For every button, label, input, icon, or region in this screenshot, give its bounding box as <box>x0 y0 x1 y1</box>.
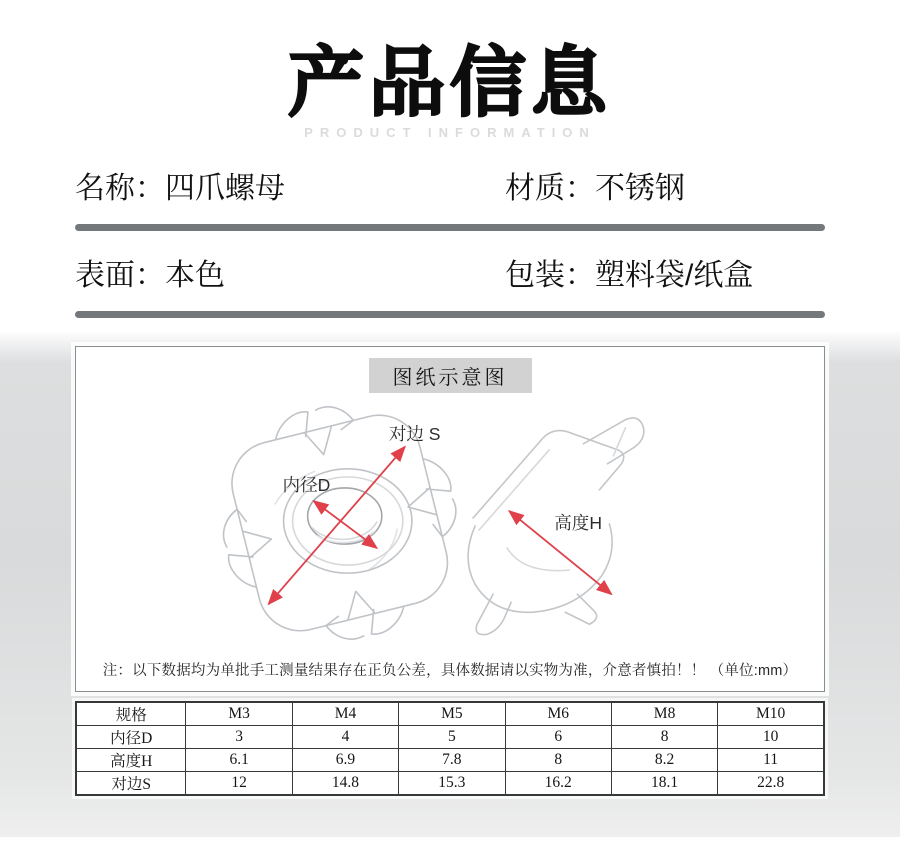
divider <box>75 224 825 231</box>
attribute-row-1 <box>75 172 825 206</box>
table-cell: 8 <box>611 725 717 748</box>
dimension-arrow-across-flats <box>269 446 405 603</box>
table-header-cell: M10 <box>718 702 824 726</box>
table-header-cell: M5 <box>399 702 505 726</box>
label-inner-diameter: 内径D <box>282 474 331 495</box>
nut-diagram <box>76 393 824 659</box>
page-title: 产品信息 <box>288 41 612 126</box>
divider <box>75 311 825 318</box>
label-height: 高度H <box>554 512 603 533</box>
table-cell: 5 <box>399 725 505 748</box>
table-cell: 18.1 <box>611 771 717 795</box>
attribute-label: 包装： <box>505 258 595 292</box>
table-row-inner-diameter <box>76 725 824 748</box>
page-subtitle: PRODUCT INFORMATION <box>304 124 596 140</box>
attribute-packaging <box>505 259 825 293</box>
attribute-row-2 <box>75 259 825 293</box>
table-row-label: 高度H <box>76 748 186 771</box>
table-cell: 8 <box>505 748 611 771</box>
diagram-and-specs <box>0 332 900 837</box>
table-row-label: 对边S <box>76 771 186 795</box>
table-cell: 3 <box>186 725 292 748</box>
table-cell: 16.2 <box>505 771 611 795</box>
attribute-label: 材质： <box>505 171 595 205</box>
table-cell: 22.8 <box>718 771 824 795</box>
table-cell: 4 <box>292 725 398 748</box>
table-cell: 6.1 <box>186 748 292 771</box>
measurement-note: 注：以下数据均为单批手工测量结果存在正负公差，具体数据请以实物为准，介意者慎拍！！ （单位:mm） <box>102 662 798 679</box>
header <box>0 0 900 140</box>
table-row-label: 内径D <box>76 725 186 748</box>
table-row-across-flats <box>76 771 824 795</box>
product-attributes <box>0 172 900 318</box>
table-cell: 6.9 <box>292 748 398 771</box>
table-header-row <box>76 702 824 726</box>
diagram-title-badge: 图纸示意图 <box>369 358 532 393</box>
diagram-panel <box>75 346 825 692</box>
table-header-cell: M3 <box>186 702 292 726</box>
attribute-material <box>505 172 825 206</box>
table-cell: 14.8 <box>292 771 398 795</box>
spec-table <box>75 701 825 796</box>
attribute-name <box>75 172 505 206</box>
attribute-value: 本色 <box>165 258 225 292</box>
table-cell: 6 <box>505 725 611 748</box>
table-cell: 8.2 <box>611 748 717 771</box>
attribute-value: 不锈钢 <box>595 171 685 205</box>
attribute-label: 表面： <box>75 258 165 292</box>
table-cell: 12 <box>186 771 292 795</box>
table-cell: 10 <box>718 725 824 748</box>
table-cell: 7.8 <box>399 748 505 771</box>
table-header-cell: M8 <box>611 702 717 726</box>
attribute-value: 四爪螺母 <box>165 171 285 205</box>
table-header-cell: 规格 <box>76 702 186 726</box>
attribute-label: 名称： <box>75 171 165 205</box>
table-row-height <box>76 748 824 771</box>
table-cell: 11 <box>718 748 824 771</box>
attribute-value: 塑料袋/纸盒 <box>595 258 754 292</box>
table-header-cell: M4 <box>292 702 398 726</box>
label-across-flats: 对边 S <box>388 423 441 444</box>
table-cell: 15.3 <box>399 771 505 795</box>
attribute-surface <box>75 259 505 293</box>
table-header-cell: M6 <box>505 702 611 726</box>
